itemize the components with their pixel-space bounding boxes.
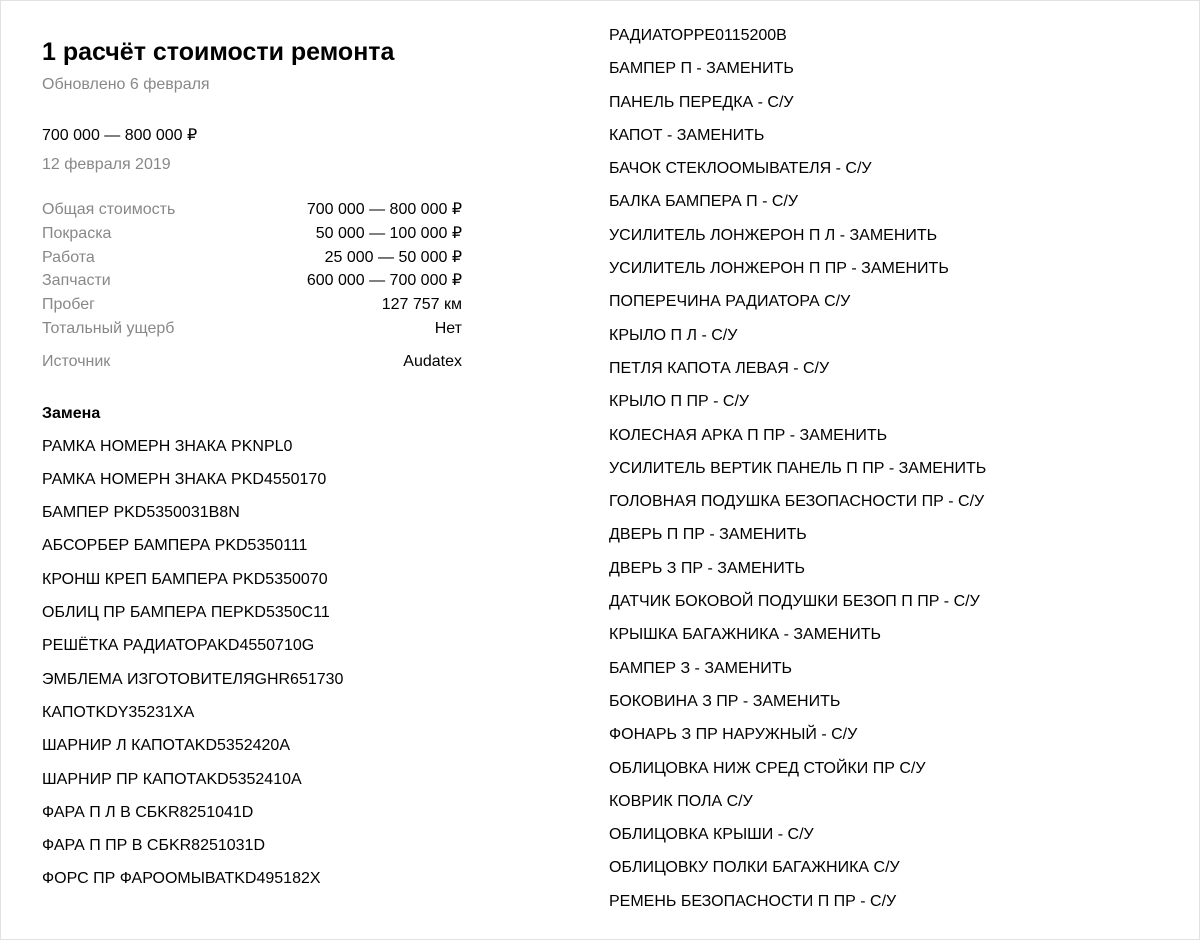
list-item: ДАТЧИК БОКОВОЙ ПОДУШКИ БЕЗОП П ПР - С/У — [609, 593, 980, 611]
list-item: КРОНШ КРЕП БАМПЕРА PKD5350070 — [42, 570, 328, 588]
detail-label: Источник — [42, 352, 111, 370]
list-item: БОКОВИНА З ПР - ЗАМЕНИТЬ — [609, 692, 841, 710]
list-item: КАПОТKDY35231XA — [42, 703, 195, 721]
list-item: БАЧОК СТЕКЛООМЫВАТЕЛЯ - С/У — [609, 160, 872, 178]
list-item: БАМПЕР П - ЗАМЕНИТЬ — [609, 60, 794, 78]
detail-row-total-loss — [42, 317, 462, 341]
list-item: ПАНЕЛЬ ПЕРЕДКА - С/У — [609, 93, 794, 111]
list-item: ДВЕРЬ П ПР - ЗАМЕНИТЬ — [609, 526, 807, 544]
detail-value: Audatex — [403, 352, 462, 370]
detail-row-source — [42, 350, 462, 374]
detail-value: 600 000 — 700 000 ₽ — [306, 272, 462, 290]
list-item: КРЫШКА БАГАЖНИКА - ЗАМЕНИТЬ — [609, 626, 882, 644]
detail-label: Пробег — [42, 296, 96, 314]
updated-label: Обновлено 6 февраля — [42, 76, 210, 93]
list-item: ФОНАРЬ З ПР НАРУЖНЫЙ - С/У — [609, 726, 858, 744]
detail-row-total — [42, 198, 462, 222]
list-item: УСИЛИТЕЛЬ ВЕРТИК ПАНЕЛЬ П ПР - ЗАМЕНИТЬ — [609, 459, 987, 477]
replacement-list-right — [609, 26, 1169, 925]
replacement-heading: Замена — [42, 404, 101, 422]
detail-row-paint — [42, 222, 462, 246]
list-item: БАЛКА БАМПЕРА П - С/У — [609, 193, 799, 211]
list-item: РАМКА НОМЕРН ЗНАКА PKD4550170 — [42, 470, 327, 488]
list-item: КОЛЕСНАЯ АРКА П ПР - ЗАМЕНИТЬ — [609, 426, 888, 444]
detail-label: Запчасти — [42, 272, 111, 290]
list-item: БАМПЕР З - ЗАМЕНИТЬ — [609, 659, 792, 677]
list-item: РАДИАТОРPE0115200B — [609, 27, 787, 44]
list-item: ДВЕРЬ З ПР - ЗАМЕНИТЬ — [609, 559, 805, 577]
list-item: ФОРС ПР ФАРООМЫВАТKD495182X — [42, 870, 321, 888]
list-item: РЕШЁТКА РАДИАТОРАKD4550710G — [42, 637, 315, 655]
detail-value: 127 757 км — [381, 296, 462, 314]
list-item: УСИЛИТЕЛЬ ЛОНЖЕРОН П Л - ЗАМЕНИТЬ — [609, 226, 938, 244]
list-item: КРЫЛО П Л - С/У — [609, 326, 738, 344]
list-item: ОБЛИЦОВКУ ПОЛКИ БАГАЖНИКА С/У — [609, 859, 900, 877]
list-item: ОБЛИЦОВКА КРЫШИ - С/У — [609, 826, 814, 844]
list-item: АБСОРБЕР БАМПЕРА PKD5350111 — [42, 537, 308, 555]
list-item: КОВРИК ПОЛА С/У — [609, 792, 753, 810]
list-item: ЭМБЛЕМА ИЗГОТОВИТЕЛЯGHR651730 — [42, 670, 344, 688]
list-item: ФАРА П ПР В СБKR8251031D — [42, 837, 266, 855]
detail-value: 25 000 — 50 000 ₽ — [324, 248, 462, 266]
list-item: РАМКА НОМЕРН ЗНАКА PKNPL0 — [42, 437, 293, 455]
list-item: ОБЛИЦ ПР БАМПЕРА ПЕРKD5350C11 — [42, 604, 330, 622]
detail-label: Тотальный ущерб — [42, 319, 175, 337]
detail-row-mileage — [42, 293, 462, 317]
detail-row-labor — [42, 246, 462, 270]
list-item: ОБЛИЦОВКА НИЖ СРЕД СТОЙКИ ПР С/У — [609, 759, 926, 777]
list-item: БАМПЕР PKD5350031B8N — [42, 504, 240, 522]
list-item: РЕМЕНЬ БЕЗОПАСНОСТИ П ПР - С/У — [609, 892, 897, 910]
list-item: ФАРА П Л В СБKR8251041D — [42, 803, 254, 821]
detail-value: 700 000 — 800 000 ₽ — [306, 201, 462, 218]
list-item: УСИЛИТЕЛЬ ЛОНЖЕРОН П ПР - ЗАМЕНИТЬ — [609, 260, 949, 278]
detail-value: 50 000 — 100 000 ₽ — [315, 224, 462, 242]
list-item: КАПОТ - ЗАМЕНИТЬ — [609, 126, 765, 144]
replacement-list-left — [42, 437, 462, 903]
detail-label: Покраска — [42, 224, 112, 242]
details-table — [42, 198, 462, 374]
list-item: ШАРНИР ПР КАПОТАKD5352410A — [42, 770, 302, 788]
detail-label: Работа — [42, 248, 95, 266]
estimate-date: 12 февраля 2019 — [42, 156, 171, 173]
list-item: ШАРНИР Л КАПОТАKD5352420A — [42, 737, 290, 755]
detail-label: Общая стоимость — [42, 201, 176, 218]
list-item: ПОПЕРЕЧИНА РАДИАТОРА С/У — [609, 293, 851, 311]
page-title: 1 расчёт стоимости ремонта — [42, 38, 395, 66]
price-range: 700 000 — 800 000 ₽ — [42, 127, 198, 144]
list-item: ГОЛОВНАЯ ПОДУШКА БЕЗОПАСНОСТИ ПР - С/У — [609, 493, 985, 511]
detail-value: Нет — [434, 319, 462, 337]
list-item: КРЫЛО П ПР - С/У — [609, 393, 750, 411]
detail-row-parts — [42, 269, 462, 293]
estimate-summary — [42, 36, 462, 903]
list-item: ПЕТЛЯ КАПОТА ЛЕВАЯ - С/У — [609, 359, 830, 377]
